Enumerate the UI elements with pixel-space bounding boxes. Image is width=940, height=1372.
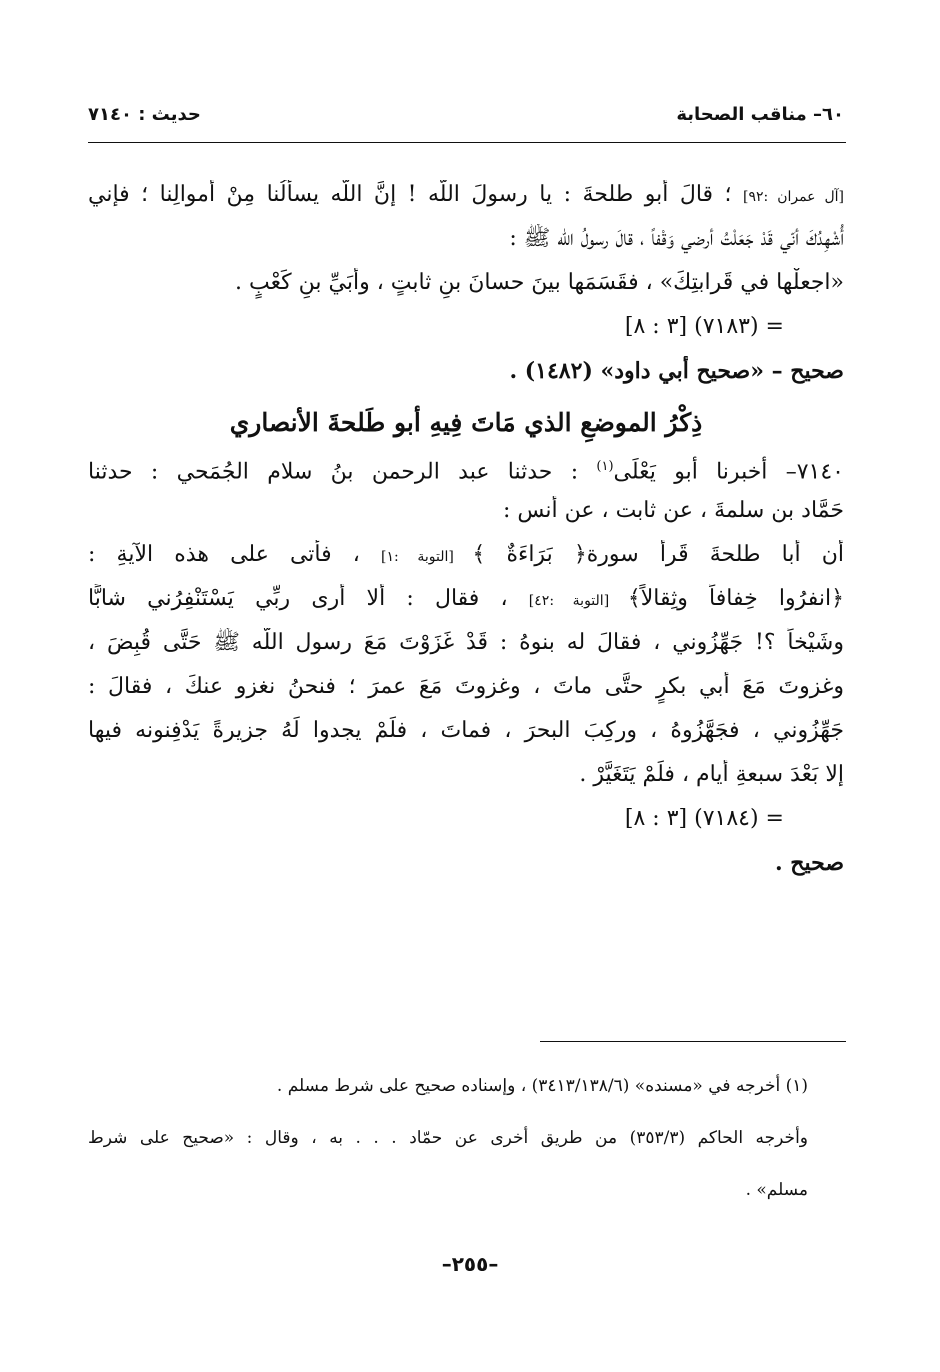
cross-reference: = (٧١٨٣) [٣ : ٨]	[624, 314, 784, 339]
page-number: –٢٥٥–	[441, 1252, 499, 1276]
matn-line: وغزوتَ مَعَ أبي بكرٍ حتَّى ماتَ ، وغزوتَ مَعَ عمرَ ؛ فنحنُ نغزو عنكَ ، فقالَ :	[88, 674, 844, 699]
matn-line	[88, 540, 844, 584]
matn-line: إلا بَعْدَ سبعةِ أيام ، فلَمْ يَتَغَيَّرْ .	[579, 762, 844, 787]
main-text	[88, 180, 844, 892]
text-segment: أن أبا طلحةَ قَرأَ سورة﴿ بَرَاءَةٌ ﴾	[472, 542, 844, 567]
grade-source: «صحيح أبي داود» (١٤٨٢) .	[509, 358, 772, 384]
text-segment: : حدثنا عبد الرحمن بنُ سلام الجُمَحي : حدثنا	[88, 459, 597, 485]
text-segment: ﴿انفرُوا خِفافاً وثِقالاً﴾	[627, 586, 844, 611]
section-heading: ذِكْرُ الموضعِ الذي مَاتَ فِيهِ أبو طَلحةَ الأنصاري	[229, 408, 703, 437]
isnad-line: حَمَّاد بن سلمةَ ، عن ثابت ، عن أنس :	[502, 498, 844, 523]
grade-label: صحيح –	[771, 358, 844, 384]
text-line: أُشْهِدُكَ أنّي قَدْ جَعَلْتُ أرضي وَقْفاً ، قالَ رسولُ اللّه ﷺ :	[509, 226, 844, 251]
isnad-line	[88, 452, 844, 496]
footnote-1: (١) أخرجه في «مسنده» (٣٤١٣/١٣٨/٦) ، وإسناده صحيح على شرط مسلم .	[276, 1076, 808, 1096]
cross-reference: = (٧١٨٤) [٣ : ٨]	[624, 806, 784, 831]
hadith-reference: حديث : ٧١٤٠	[88, 104, 201, 125]
footnote-text: وأخرجه الحاكم (٣٥٣/٣) من طريق أخرى عن حمّاد . . . به ، وقال : «صحيح على شرط	[88, 1128, 808, 1148]
footnotes	[88, 1072, 808, 1228]
grading-line: صحيح .	[774, 850, 844, 876]
text-segment: ؛ قالَ أبو طلحةَ : يا رسولَ اللّه ! إنَّ اللّه يسألُنا مِنْ أموالِنا ؛ فإني	[88, 182, 744, 207]
footnote-divider	[540, 1041, 846, 1042]
quran-reference: [التوبة :٤٢]	[528, 593, 628, 609]
text-segment: ، فقال : ألا أرى ربِّي يَسْتَنْفِرُني شابًّا	[88, 586, 529, 611]
quran-reference: [التوبة :١]	[381, 549, 473, 565]
grading-line	[88, 356, 844, 400]
footnote-text: مسلم» .	[745, 1180, 808, 1200]
matn-line	[88, 584, 844, 628]
header-divider	[88, 142, 846, 143]
text-line: «اجعلْها في قَرابتِكَ» ، فقَسَمَها بينَ حسانَ بنِ ثابتٍ ، وأُبَيِّ بنِ كَعْبٍ .	[234, 270, 844, 295]
text-line	[88, 180, 844, 224]
chapter-title: ٦٠– مناقب الصحابة	[676, 104, 844, 125]
footnote-marker[interactable]: (١)	[596, 459, 614, 474]
quran-reference: [آل عمران :٩٢]	[743, 189, 844, 205]
text-segment: ، فأتى على هذه الآيةِ :	[88, 542, 382, 567]
page-header	[88, 104, 844, 136]
text-segment: ٧١٤٠– أخبرنا أبو يَعْلَى	[613, 459, 844, 485]
matn-line: جَهِّزُوني ، فجَهَّزُوهُ ، وركِبَ البحرَ ، فماتَ ، فلَمْ يجدوا لَهُ جزيرةً يَدْفِنونه فيها	[88, 718, 844, 743]
matn-line: وشَيْخاً ؟! جَهِّزُوني ، فقالَ له بنوهُ : قَدْ غَزَوْتَ مَعَ رسول اللّه ﷺ حَتَّى قُبِضَ ،	[88, 630, 844, 655]
